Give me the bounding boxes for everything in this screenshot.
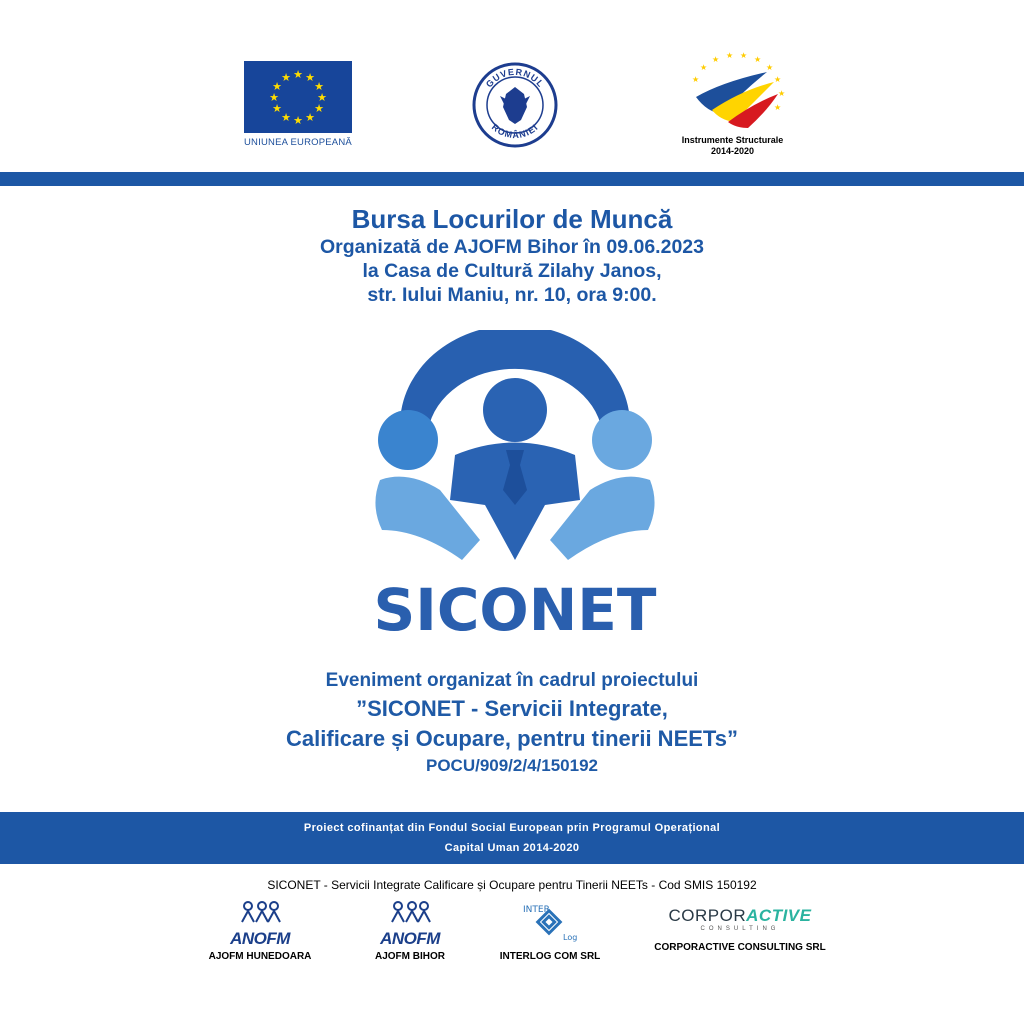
svg-text:★: ★ xyxy=(281,112,291,124)
anofm-wordmark: ANOFM xyxy=(380,929,440,948)
smis-line: SICONET - Servicii Integrate Calificare și Ocupare pentru Tinerii NEETs - Cod SMIS 150192 xyxy=(267,878,757,892)
partner-ajofm-bihor xyxy=(350,900,470,962)
eu-label: UNIUNEA EUROPEANĂ xyxy=(244,137,352,148)
svg-text:★: ★ xyxy=(692,75,700,84)
partner-caption: INTERLOG COM SRL xyxy=(499,951,601,962)
project-description xyxy=(0,668,1024,778)
svg-text:★: ★ xyxy=(740,52,748,60)
event-venue: la Casa de Cultură Zilahy Janos, xyxy=(362,260,662,282)
svg-text:★: ★ xyxy=(314,103,324,115)
svg-text:★: ★ xyxy=(269,92,279,104)
left-person-head-icon xyxy=(378,410,438,470)
partner-corporactive xyxy=(640,906,840,953)
partner-ajofm-hunedoara xyxy=(200,900,320,962)
eu-stars-icon xyxy=(244,61,352,133)
top-divider-band xyxy=(0,172,1024,186)
svg-text:GUVERNUL: GUVERNUL xyxy=(483,66,547,90)
svg-text:★: ★ xyxy=(305,72,315,84)
svg-text:★: ★ xyxy=(314,81,324,93)
funding-text xyxy=(0,818,1024,858)
partner-interlog xyxy=(490,900,610,962)
svg-text:★: ★ xyxy=(305,112,315,124)
corporactive-wordmark-b: ACTIVE xyxy=(746,906,812,925)
instrumente-structurale-label xyxy=(650,135,815,157)
partner-caption: AJOFM BIHOR xyxy=(375,951,445,962)
partner-caption: AJOFM HUNEDOARA xyxy=(208,951,312,962)
government-seal-logo xyxy=(472,62,558,148)
anofm-wordmark: ANOFM xyxy=(230,929,290,948)
svg-text:★: ★ xyxy=(778,89,786,98)
event-title: Bursa Locurilor de Muncă xyxy=(351,204,673,234)
center-person-head-icon xyxy=(483,378,547,442)
corporactive-wordmark-a: CORPOR xyxy=(668,906,747,925)
event-heading xyxy=(0,203,1024,307)
project-name-line2: Calificare și Ocupare, pentru tinerii NEETs” xyxy=(286,726,738,751)
funding-line1: Proiect cofinanțat din Fondul Social European prin Programul Operațional xyxy=(303,822,721,834)
anofm-figures-icon xyxy=(380,900,440,924)
svg-text:★: ★ xyxy=(272,103,282,115)
funding-line2: Capital Uman 2014-2020 xyxy=(444,842,580,854)
svg-text:★: ★ xyxy=(700,63,708,72)
svg-text:★: ★ xyxy=(774,75,782,84)
interlog-logo-icon xyxy=(515,900,585,944)
svg-text:Log: Log xyxy=(563,933,578,942)
instrumente-structurale-logo xyxy=(682,52,792,132)
project-name-line1: ”SICONET - Servicii Integrate, xyxy=(356,696,668,721)
svg-text:★: ★ xyxy=(293,69,303,81)
project-intro: Eveniment organizat în cadrul proiectului xyxy=(325,670,699,691)
event-organizer-date: Organizată de AJOFM Bihor în 09.06.2023 xyxy=(320,236,704,258)
siconet-wordmark: SICONET xyxy=(373,576,657,644)
is-label-line2: 2014-2020 xyxy=(710,146,755,156)
svg-text:★: ★ xyxy=(774,103,782,112)
svg-text:★: ★ xyxy=(766,63,774,72)
svg-text:ROMÂNIEI: ROMÂNIEI xyxy=(489,121,541,141)
siconet-logo xyxy=(370,330,660,650)
project-code: POCU/909/2/4/150192 xyxy=(425,756,598,775)
svg-text:★: ★ xyxy=(317,92,327,104)
svg-text:★: ★ xyxy=(293,115,303,127)
corporactive-sub: CONSULTING xyxy=(700,926,780,932)
svg-text:★: ★ xyxy=(726,52,734,60)
svg-text:★: ★ xyxy=(712,55,720,64)
eu-flag-logo xyxy=(244,61,352,133)
is-label-line1: Instrumente Structurale xyxy=(681,135,784,145)
right-person-head-icon xyxy=(592,410,652,470)
svg-text:★: ★ xyxy=(272,81,282,93)
anofm-figures-icon xyxy=(230,900,290,924)
svg-text:INTER: INTER xyxy=(523,905,550,915)
svg-text:★: ★ xyxy=(754,55,762,64)
partner-caption: CORPORACTIVE CONSULTING SRL xyxy=(654,942,826,953)
event-address-time: str. Iului Maniu, nr. 10, ora 9:00. xyxy=(367,284,657,306)
svg-text:★: ★ xyxy=(281,72,291,84)
